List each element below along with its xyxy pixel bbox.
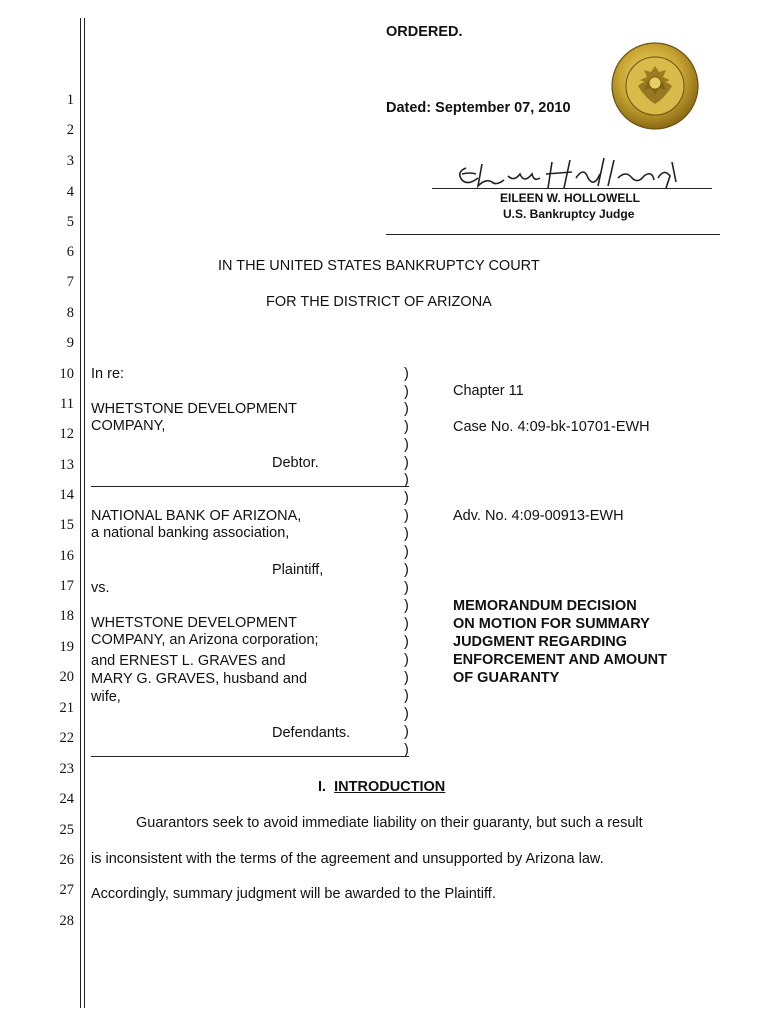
caption-divider-2 (91, 756, 409, 757)
caption-paren: ) (404, 652, 409, 668)
caption-paren: ) (404, 437, 409, 453)
adversary-number: Adv. No. 4:09-00913-EWH (453, 508, 624, 524)
line-number: 7 (66, 274, 74, 290)
caption-paren: ) (404, 508, 409, 524)
line-number: 26 (59, 852, 74, 868)
line-number: 22 (59, 730, 74, 746)
versus-label: vs. (91, 580, 110, 596)
defendants-label: Defendants. (272, 725, 351, 741)
section-number: I. (318, 779, 327, 795)
debtor-name-line1: WHETSTONE DEVELOPMENT (91, 401, 297, 417)
caption-paren: ) (404, 724, 409, 740)
line-number: 15 (59, 517, 74, 533)
caption-paren: ) (404, 490, 409, 506)
defendants-line3: and ERNEST L. GRAVES and (91, 653, 286, 669)
line-number: 9 (66, 335, 74, 351)
section-heading (318, 779, 445, 795)
line-number: 16 (59, 548, 74, 564)
line-number: 24 (59, 791, 74, 807)
defendants-line4: MARY G. GRAVES, husband and (91, 671, 308, 687)
defendants-line2: COMPANY, an Arizona corporation; (91, 632, 319, 648)
document-title-line3: JUDGMENT REGARDING (453, 634, 628, 650)
caption-paren: ) (404, 688, 409, 704)
line-number: 10 (59, 366, 74, 382)
line-number: 27 (59, 882, 74, 898)
line-number: 8 (66, 305, 74, 321)
line-number: 6 (66, 244, 74, 260)
defendants-line5: wife, (91, 689, 121, 705)
line-number: 1 (66, 92, 74, 108)
document-title-line2: ON MOTION FOR SUMMARY (453, 616, 650, 632)
judge-name: EILEEN W. HOLLOWELL (500, 191, 640, 205)
line-number: 21 (59, 700, 74, 716)
court-district: FOR THE DISTRICT OF ARIZONA (266, 294, 492, 310)
caption-paren: ) (404, 580, 409, 596)
line-number: 11 (60, 396, 74, 412)
case-number: Case No. 4:09-bk-10701-EWH (453, 419, 650, 435)
plaintiff-name-line2: a national banking association, (91, 525, 290, 541)
caption-paren: ) (404, 616, 409, 632)
caption-paren: ) (404, 706, 409, 722)
caption-paren: ) (404, 742, 409, 758)
line-number: 17 (59, 578, 74, 594)
document-title-line4: ENFORCEMENT AND AMOUNT (453, 652, 667, 668)
chapter-label: Chapter 11 (453, 383, 524, 399)
caption-paren: ) (404, 526, 409, 542)
line-number: 25 (59, 822, 74, 838)
court-seal (610, 42, 700, 130)
defendants-line1: WHETSTONE DEVELOPMENT (91, 615, 297, 631)
signature-rule (432, 188, 712, 189)
caption-paren: ) (404, 419, 409, 435)
plaintiff-name-line1: NATIONAL BANK OF ARIZONA, (91, 508, 302, 524)
judge-title: U.S. Bankruptcy Judge (503, 207, 635, 221)
line-number: 3 (66, 153, 74, 169)
line-number: 20 (59, 669, 74, 685)
caption-paren: ) (404, 562, 409, 578)
dated-line: Dated: September 07, 2010 (386, 100, 571, 116)
paragraph-line-1: Guarantors seek to avoid immediate liability on their guaranty, but such a result (136, 815, 643, 831)
document-title-line1: MEMORANDUM DECISION (453, 598, 637, 614)
caption-paren: ) (404, 634, 409, 650)
order-bottom-rule (386, 234, 720, 235)
caption-divider-1 (91, 486, 409, 487)
caption-paren: ) (404, 401, 409, 417)
plaintiff-label: Plaintiff, (272, 562, 324, 578)
caption-paren: ) (404, 366, 409, 382)
ordered-label: ORDERED. (386, 24, 463, 40)
margin-rule-right (84, 18, 85, 1008)
in-re-label: In re: (91, 366, 125, 382)
line-number: 19 (59, 639, 74, 655)
caption-paren: ) (404, 544, 409, 560)
document-title-line5: OF GUARANTY (453, 670, 560, 686)
caption-paren: ) (404, 598, 409, 614)
line-number: 14 (59, 487, 74, 503)
line-number: 18 (59, 608, 74, 624)
debtor-name-line2: COMPANY, (91, 418, 166, 434)
paragraph-line-3: Accordingly, summary judgment will be awarded to the Plaintiff. (91, 886, 496, 902)
caption-paren: ) (404, 472, 409, 488)
line-number: 23 (59, 761, 74, 777)
caption-paren: ) (404, 384, 409, 400)
line-number: 13 (59, 457, 74, 473)
line-number: 2 (66, 122, 74, 138)
line-number: 28 (59, 913, 74, 929)
paragraph-line-2: is inconsistent with the terms of the agreement and unsupported by Arizona law. (91, 851, 604, 867)
debtor-label: Debtor. (272, 455, 319, 471)
line-number: 4 (66, 184, 74, 200)
caption-paren: ) (404, 670, 409, 686)
court-name: IN THE UNITED STATES BANKRUPTCY COURT (218, 258, 540, 274)
margin-rule-left (80, 18, 81, 1008)
caption-paren: ) (404, 455, 409, 471)
line-number: 12 (59, 426, 74, 442)
section-title: INTRODUCTION (334, 779, 446, 795)
court-seal-icon (610, 42, 700, 130)
line-number: 5 (66, 214, 74, 230)
